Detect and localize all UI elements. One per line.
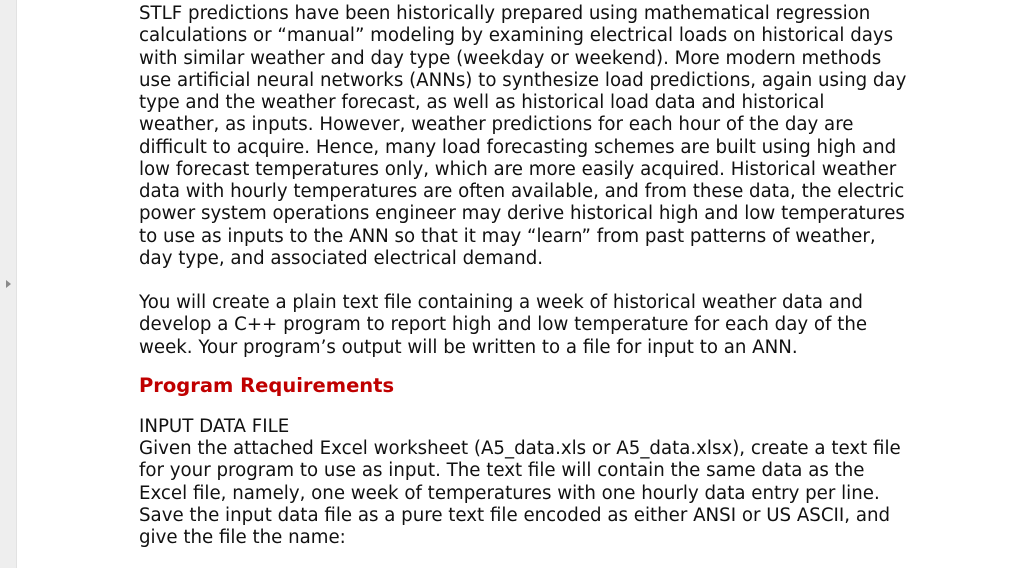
paragraph-input-instructions: Given the attached Excel worksheet (A5_data.xls or A5_data.xlsx), create a text file for your program to use as input. The text file will contain the same data as the Excel file, namely, one week of temperatures with one hourly data entry per line. Save the input data file as a pure text file encoded as either ANSI or US ASCII, and give the file the name: — [139, 438, 901, 548]
section-heading-program-requirements: Program Requirements — [139, 373, 395, 397]
paragraph-assignment-overview: You will create a plain text file containing a week of historical weather data and develop a C++ program to report high and low temperature for each day of the week. Your program’s output will be written to a file for input to an ANN. — [139, 292, 868, 358]
paragraph-stlf-intro: STLF predictions have been historically prepared using mathematical regression calculations or “manual” modeling by examining electrical loads on historical days with similar weather and day type (weekday or weekend). More modern methods use artificial neural networks (ANNs) to synthesize load predictions, again using day type and the weather forecast, as well as historical load data and historical weather, as inputs. However, weather predictions for each hour of the day are difficult to acquire. Hence, many load forecasting schemes are built using high and low forecast temperatures only, which are more easily acquired. Historical weather data with hourly temperatures are often available, and from these data, the electric power system operations engineer may derive historical high and low temperatures to use as inputs to the ANN so that it may “learn” from past patterns of weather, day type, and associated electrical demand. — [139, 3, 907, 269]
document-body — [139, 3, 929, 549]
expand-arrow-icon[interactable] — [6, 280, 11, 288]
subheading-input-data-file: INPUT DATA FILE — [139, 415, 290, 437]
left-gutter — [0, 0, 17, 568]
